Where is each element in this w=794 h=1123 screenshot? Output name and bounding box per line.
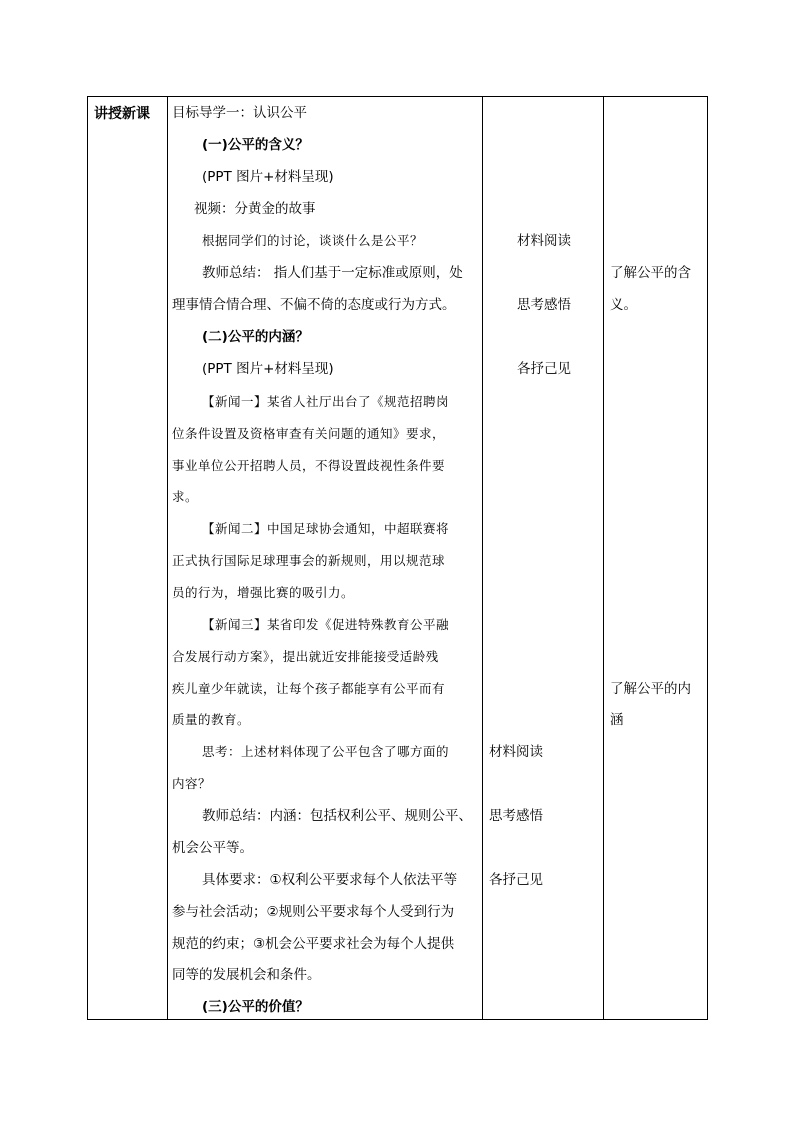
news-line: 【新闻一】某省人社厅出台了《规范招聘岗 bbox=[202, 394, 450, 409]
content-line: 机会公平等。 bbox=[172, 840, 253, 856]
content-line: 视频：分黄金的故事 bbox=[194, 201, 316, 217]
subheading-value: (三)公平的价值？ bbox=[202, 999, 309, 1015]
activity-label: 各抒己见 bbox=[489, 872, 543, 888]
news-line: 质量的教育。 bbox=[172, 712, 251, 727]
activity-label: 思考感悟 bbox=[517, 297, 571, 313]
content-line: 具体要求：①权利公平要求每个人依法平等 bbox=[202, 872, 458, 888]
question-line: 思考：上述材料体现了公平包含了哪方面的 bbox=[202, 744, 450, 759]
content-line: 理事情合情合理、不偏不倚的态度或行为方式。 bbox=[172, 297, 456, 313]
news-line: 求。 bbox=[172, 489, 199, 504]
table-row bbox=[88, 97, 708, 1020]
content-line: (PPT 图片+材料呈现) bbox=[202, 361, 334, 377]
teaching-content-cell bbox=[168, 97, 483, 1020]
content-line: 教师总结： 指人们基于一定标准或原则，处 bbox=[202, 265, 463, 281]
content-line: 规范的约束；③机会公平要求社会为每个人提供 bbox=[172, 936, 455, 952]
news-line: 员的行为，增强比赛的吸引力。 bbox=[172, 585, 355, 600]
content-line: 参与社会活动；②规则公平要求每个人受到行为 bbox=[172, 904, 455, 920]
news-line: 【新闻三】某省印发《促进特殊教育公平融 bbox=[202, 617, 450, 632]
news-line: 疾儿童少年就读，让每个孩子都能享有公平而有 bbox=[172, 681, 446, 696]
activity-label: 思考感悟 bbox=[489, 808, 543, 824]
section-label: 讲授新课 bbox=[94, 106, 150, 122]
content-line: 教师总结：内涵：包括权利公平、规则公平、 bbox=[202, 808, 472, 824]
intent-line: 涵 bbox=[610, 712, 624, 728]
news-line: 位条件设置及资格审查有关问题的通知》要求， bbox=[172, 426, 446, 441]
activity-label: 材料阅读 bbox=[517, 233, 571, 249]
design-intent-cell bbox=[604, 97, 708, 1020]
activity-label: 各抒己见 bbox=[517, 361, 571, 377]
intent-line: 了解公平的内 bbox=[610, 681, 691, 697]
student-activity-cell bbox=[483, 97, 604, 1020]
content-line: 同等的发展机会和条件。 bbox=[172, 967, 321, 983]
news-line: 事业单位公开招聘人员，不得设置歧视性条件要 bbox=[172, 458, 446, 473]
subheading-meaning: (一)公平的含义？ bbox=[202, 137, 309, 153]
activity-label: 材料阅读 bbox=[489, 744, 543, 760]
section-label-cell bbox=[88, 97, 168, 1020]
goal-heading: 目标导学一：认识公平 bbox=[172, 105, 307, 121]
content-line: 根据同学们的讨论，谈谈什么是公平？ bbox=[202, 233, 424, 248]
news-line: 正式执行国际足球理事会的新规则，用以规范球 bbox=[172, 553, 446, 568]
news-line: 【新闻二】中国足球协会通知，中超联赛将 bbox=[202, 521, 450, 536]
question-line: 内容？ bbox=[172, 776, 212, 791]
intent-line: 义。 bbox=[610, 297, 637, 313]
subheading-connotation: (二)公平的内涵？ bbox=[202, 329, 309, 345]
lesson-plan-table bbox=[87, 96, 708, 1020]
intent-line: 了解公平的含 bbox=[610, 265, 691, 281]
news-line: 合发展行动方案》，提出就近安排能接受适龄残 bbox=[172, 649, 439, 664]
content-line: (PPT 图片+材料呈现) bbox=[202, 169, 334, 185]
